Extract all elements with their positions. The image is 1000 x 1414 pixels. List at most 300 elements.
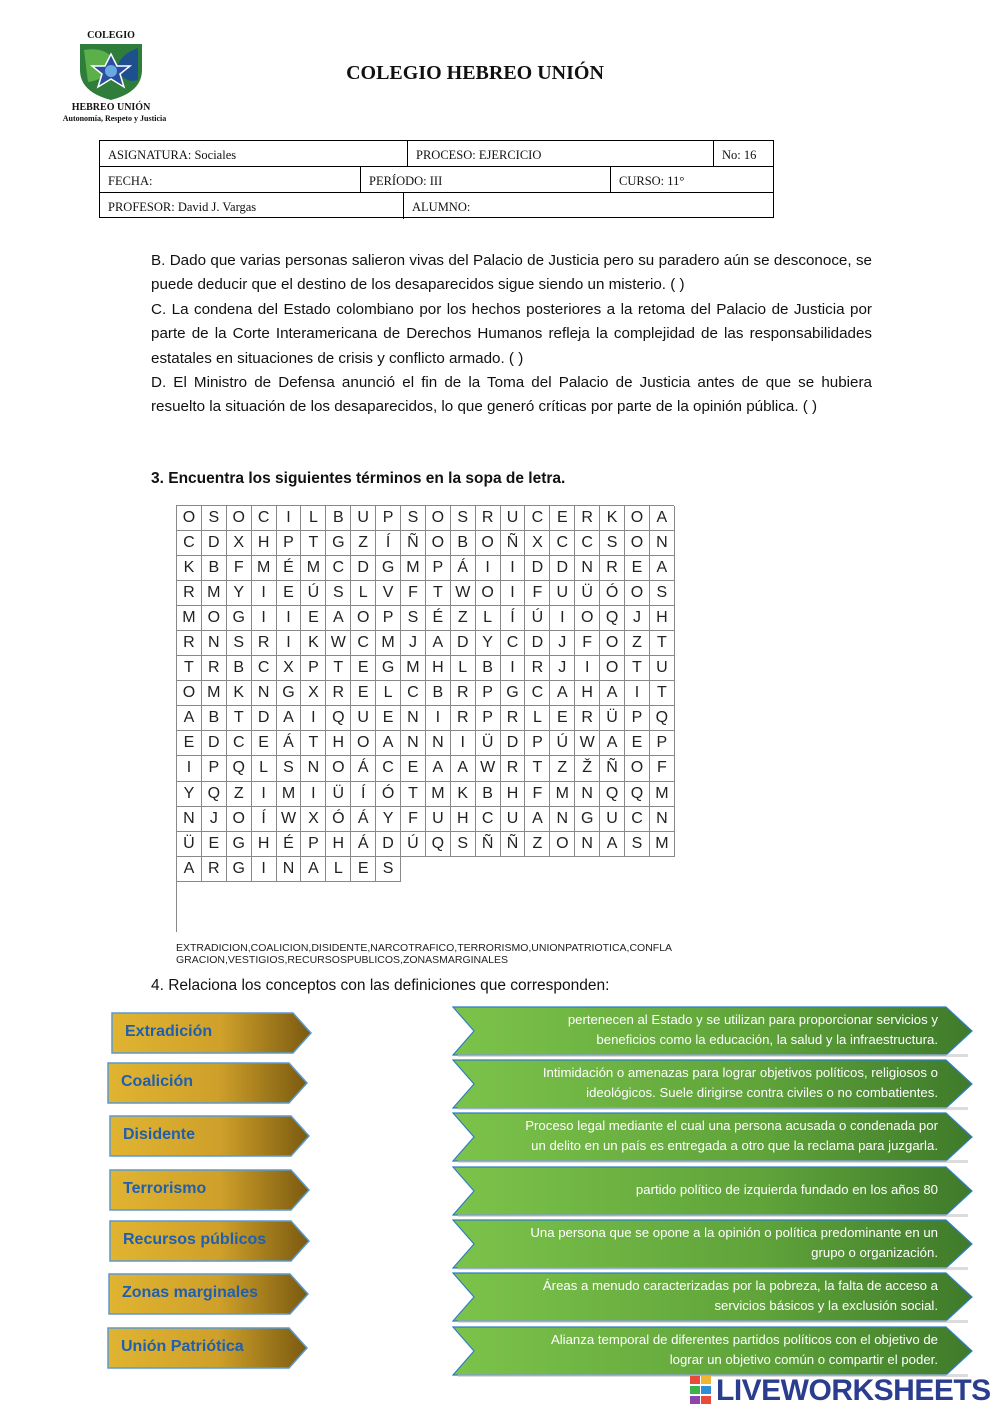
- letter-cell[interactable]: O: [426, 506, 451, 531]
- letter-cell[interactable]: S: [600, 531, 625, 556]
- letter-cell[interactable]: G: [277, 681, 302, 706]
- letter-cell[interactable]: A: [451, 756, 476, 781]
- letter-cell[interactable]: K: [227, 681, 252, 706]
- letter-cell[interactable]: C: [252, 656, 277, 681]
- letter-cell[interactable]: A: [426, 631, 451, 656]
- letter-cell[interactable]: R: [177, 581, 202, 606]
- letter-cell[interactable]: R: [525, 656, 550, 681]
- definition-box[interactable]: [452, 1272, 974, 1324]
- letter-cell[interactable]: S: [451, 506, 476, 531]
- letter-cell[interactable]: P: [426, 556, 451, 581]
- letter-cell[interactable]: A: [650, 556, 675, 581]
- letter-cell[interactable]: Z: [550, 756, 575, 781]
- letter-cell[interactable]: Á: [351, 756, 376, 781]
- letter-cell[interactable]: X: [277, 656, 302, 681]
- letter-cell[interactable]: R: [177, 631, 202, 656]
- letter-cell[interactable]: S: [376, 857, 401, 882]
- letter-cell[interactable]: G: [501, 681, 526, 706]
- letter-cell[interactable]: U: [426, 807, 451, 832]
- letter-cell[interactable]: Ü: [177, 832, 202, 857]
- letter-cell[interactable]: C: [476, 807, 501, 832]
- letter-cell[interactable]: E: [351, 681, 376, 706]
- letter-cell[interactable]: P: [476, 706, 501, 731]
- letter-cell[interactable]: H: [575, 681, 600, 706]
- letter-cell[interactable]: I: [426, 706, 451, 731]
- letter-cell[interactable]: H: [650, 606, 675, 631]
- letter-cell[interactable]: P: [376, 506, 401, 531]
- letter-cell[interactable]: T: [326, 656, 351, 681]
- letter-cell[interactable]: D: [550, 556, 575, 581]
- letter-cell[interactable]: N: [650, 531, 675, 556]
- letter-cell[interactable]: S: [650, 581, 675, 606]
- letter-cell[interactable]: L: [326, 857, 351, 882]
- letter-cell[interactable]: X: [525, 531, 550, 556]
- letter-cell[interactable]: Á: [351, 807, 376, 832]
- letter-cell[interactable]: Y: [227, 581, 252, 606]
- definition-box[interactable]: [452, 1112, 974, 1164]
- letter-cell[interactable]: Á: [451, 556, 476, 581]
- letter-cell[interactable]: Í: [376, 531, 401, 556]
- letter-cell[interactable]: R: [451, 706, 476, 731]
- concept-box[interactable]: [109, 1115, 311, 1157]
- letter-cell[interactable]: U: [351, 706, 376, 731]
- letter-cell[interactable]: I: [252, 581, 277, 606]
- letter-cell[interactable]: I: [501, 656, 526, 681]
- letter-cell[interactable]: J: [550, 656, 575, 681]
- letter-cell[interactable]: E: [252, 731, 277, 756]
- letter-cell[interactable]: I: [301, 782, 326, 807]
- letter-cell[interactable]: A: [525, 807, 550, 832]
- letter-cell[interactable]: P: [277, 531, 302, 556]
- letter-cell[interactable]: O: [351, 731, 376, 756]
- letter-cell[interactable]: Ñ: [476, 832, 501, 857]
- concept-box[interactable]: [107, 1062, 309, 1104]
- letter-cell[interactable]: Ú: [401, 832, 426, 857]
- letter-cell[interactable]: Á: [277, 731, 302, 756]
- letter-cell[interactable]: L: [376, 681, 401, 706]
- letter-cell[interactable]: Ñ: [401, 531, 426, 556]
- letter-cell[interactable]: Y: [177, 782, 202, 807]
- letter-cell[interactable]: H: [501, 782, 526, 807]
- letter-cell[interactable]: W: [575, 731, 600, 756]
- letter-cell[interactable]: P: [625, 706, 650, 731]
- letter-cell[interactable]: L: [451, 656, 476, 681]
- letter-cell[interactable]: M: [426, 782, 451, 807]
- letter-cell[interactable]: Q: [326, 706, 351, 731]
- letter-cell[interactable]: O: [426, 531, 451, 556]
- letter-cell[interactable]: C: [525, 681, 550, 706]
- letter-cell[interactable]: T: [301, 531, 326, 556]
- letter-cell[interactable]: X: [301, 807, 326, 832]
- letter-cell[interactable]: E: [301, 606, 326, 631]
- letter-cell[interactable]: A: [650, 506, 675, 531]
- letter-cell[interactable]: S: [401, 506, 426, 531]
- letter-cell[interactable]: W: [451, 581, 476, 606]
- letter-cell[interactable]: Z: [351, 531, 376, 556]
- letter-cell[interactable]: Q: [650, 706, 675, 731]
- letter-cell[interactable]: Q: [600, 606, 625, 631]
- letter-cell[interactable]: B: [227, 656, 252, 681]
- letter-cell[interactable]: M: [401, 556, 426, 581]
- letter-cell[interactable]: H: [426, 656, 451, 681]
- letter-cell[interactable]: L: [301, 506, 326, 531]
- letter-cell[interactable]: A: [600, 681, 625, 706]
- letter-cell[interactable]: U: [600, 807, 625, 832]
- letter-cell[interactable]: I: [277, 631, 302, 656]
- concept-box[interactable]: [109, 1169, 311, 1211]
- letter-cell[interactable]: R: [326, 681, 351, 706]
- letter-cell[interactable]: C: [177, 531, 202, 556]
- letter-cell[interactable]: O: [600, 631, 625, 656]
- letter-cell[interactable]: I: [575, 656, 600, 681]
- letter-cell[interactable]: É: [426, 606, 451, 631]
- letter-cell[interactable]: T: [650, 681, 675, 706]
- letter-cell[interactable]: I: [501, 556, 526, 581]
- letter-cell[interactable]: H: [326, 731, 351, 756]
- letter-cell[interactable]: A: [376, 731, 401, 756]
- letter-cell[interactable]: T: [401, 782, 426, 807]
- letter-cell[interactable]: C: [351, 631, 376, 656]
- letter-cell[interactable]: N: [202, 631, 227, 656]
- letter-cell[interactable]: Ü: [575, 581, 600, 606]
- letter-cell[interactable]: Q: [426, 832, 451, 857]
- letter-cell[interactable]: G: [227, 832, 252, 857]
- letter-cell[interactable]: Q: [202, 782, 227, 807]
- letter-cell[interactable]: A: [550, 681, 575, 706]
- letter-cell[interactable]: L: [525, 706, 550, 731]
- letter-cell[interactable]: B: [326, 506, 351, 531]
- letter-cell[interactable]: A: [600, 832, 625, 857]
- letter-cell[interactable]: O: [600, 656, 625, 681]
- letter-cell[interactable]: E: [177, 731, 202, 756]
- letter-cell[interactable]: B: [202, 706, 227, 731]
- letter-cell[interactable]: E: [625, 556, 650, 581]
- letter-cell[interactable]: N: [550, 807, 575, 832]
- letter-cell[interactable]: H: [252, 531, 277, 556]
- letter-cell[interactable]: Z: [625, 631, 650, 656]
- letter-cell[interactable]: B: [476, 782, 501, 807]
- letter-cell[interactable]: Ó: [326, 807, 351, 832]
- letter-cell[interactable]: Ú: [525, 606, 550, 631]
- letter-cell[interactable]: D: [202, 531, 227, 556]
- letter-cell[interactable]: E: [550, 706, 575, 731]
- letter-cell[interactable]: T: [227, 706, 252, 731]
- letter-cell[interactable]: T: [177, 656, 202, 681]
- letter-cell[interactable]: A: [177, 706, 202, 731]
- letter-cell[interactable]: M: [650, 782, 675, 807]
- letter-cell[interactable]: V: [376, 581, 401, 606]
- letter-cell[interactable]: P: [301, 832, 326, 857]
- letter-cell[interactable]: M: [252, 556, 277, 581]
- letter-cell[interactable]: R: [202, 857, 227, 882]
- letter-cell[interactable]: J: [550, 631, 575, 656]
- letter-cell[interactable]: F: [525, 581, 550, 606]
- letter-cell[interactable]: G: [376, 656, 401, 681]
- letter-cell[interactable]: S: [202, 506, 227, 531]
- letter-cell[interactable]: É: [277, 832, 302, 857]
- letter-cell[interactable]: Í: [351, 782, 376, 807]
- letter-cell[interactable]: D: [252, 706, 277, 731]
- letter-cell[interactable]: G: [575, 807, 600, 832]
- letter-cell[interactable]: T: [426, 581, 451, 606]
- letter-cell[interactable]: Ñ: [501, 832, 526, 857]
- letter-cell[interactable]: I: [476, 556, 501, 581]
- letter-cell[interactable]: D: [202, 731, 227, 756]
- letter-cell[interactable]: N: [575, 782, 600, 807]
- letter-cell[interactable]: M: [401, 656, 426, 681]
- letter-cell[interactable]: Ü: [326, 782, 351, 807]
- letter-cell[interactable]: O: [476, 531, 501, 556]
- letter-cell[interactable]: X: [301, 681, 326, 706]
- letter-cell[interactable]: N: [177, 807, 202, 832]
- letter-cell[interactable]: R: [575, 706, 600, 731]
- letter-cell[interactable]: R: [252, 631, 277, 656]
- letter-cell[interactable]: L: [351, 581, 376, 606]
- letter-cell[interactable]: C: [401, 681, 426, 706]
- letter-cell[interactable]: M: [202, 681, 227, 706]
- definition-box[interactable]: [452, 1326, 974, 1378]
- letter-cell[interactable]: I: [177, 756, 202, 781]
- letter-cell[interactable]: O: [351, 606, 376, 631]
- letter-cell[interactable]: F: [575, 631, 600, 656]
- letter-cell[interactable]: O: [550, 832, 575, 857]
- letter-cell[interactable]: S: [451, 832, 476, 857]
- letter-cell[interactable]: E: [376, 706, 401, 731]
- letter-cell[interactable]: A: [326, 606, 351, 631]
- letter-cell[interactable]: I: [252, 606, 277, 631]
- letter-cell[interactable]: Z: [525, 832, 550, 857]
- letter-cell[interactable]: P: [525, 731, 550, 756]
- letter-cell[interactable]: Ú: [550, 731, 575, 756]
- letter-cell[interactable]: M: [177, 606, 202, 631]
- letter-cell[interactable]: D: [501, 731, 526, 756]
- letter-cell[interactable]: G: [326, 531, 351, 556]
- letter-cell[interactable]: B: [202, 556, 227, 581]
- letter-cell[interactable]: O: [476, 581, 501, 606]
- alumno-cell[interactable]: ALUMNO:: [412, 200, 471, 214]
- letter-cell[interactable]: Í: [252, 807, 277, 832]
- letter-cell[interactable]: I: [625, 681, 650, 706]
- letter-cell[interactable]: H: [326, 832, 351, 857]
- letter-cell[interactable]: T: [650, 631, 675, 656]
- letter-cell[interactable]: N: [650, 807, 675, 832]
- letter-cell[interactable]: N: [277, 857, 302, 882]
- definition-box[interactable]: [452, 1059, 974, 1111]
- letter-cell[interactable]: S: [326, 581, 351, 606]
- letter-cell[interactable]: E: [277, 581, 302, 606]
- letter-cell[interactable]: E: [351, 656, 376, 681]
- letter-cell[interactable]: J: [625, 606, 650, 631]
- letter-cell[interactable]: I: [550, 606, 575, 631]
- letter-cell[interactable]: Í: [501, 606, 526, 631]
- letter-cell[interactable]: Ó: [376, 782, 401, 807]
- letter-cell[interactable]: U: [501, 807, 526, 832]
- letter-cell[interactable]: R: [575, 506, 600, 531]
- letter-cell[interactable]: D: [376, 832, 401, 857]
- letter-cell[interactable]: N: [401, 731, 426, 756]
- letter-cell[interactable]: K: [177, 556, 202, 581]
- letter-cell[interactable]: Ó: [600, 581, 625, 606]
- letter-cell[interactable]: D: [525, 631, 550, 656]
- letter-cell[interactable]: F: [401, 807, 426, 832]
- letter-cell[interactable]: B: [476, 656, 501, 681]
- letter-cell[interactable]: C: [525, 506, 550, 531]
- letter-cell[interactable]: D: [351, 556, 376, 581]
- letter-cell[interactable]: A: [600, 731, 625, 756]
- letter-cell[interactable]: Ú: [301, 581, 326, 606]
- letter-cell[interactable]: R: [451, 681, 476, 706]
- letter-cell[interactable]: R: [476, 506, 501, 531]
- letter-cell[interactable]: O: [227, 807, 252, 832]
- concept-box[interactable]: [107, 1327, 309, 1369]
- letter-cell[interactable]: U: [501, 506, 526, 531]
- letter-cell[interactable]: K: [301, 631, 326, 656]
- letter-cell[interactable]: Y: [476, 631, 501, 656]
- letter-cell[interactable]: I: [277, 606, 302, 631]
- letter-cell[interactable]: U: [650, 656, 675, 681]
- letter-cell[interactable]: F: [401, 581, 426, 606]
- letter-cell[interactable]: E: [351, 857, 376, 882]
- letter-cell[interactable]: P: [476, 681, 501, 706]
- letter-cell[interactable]: I: [501, 581, 526, 606]
- letter-cell[interactable]: R: [501, 706, 526, 731]
- letter-cell[interactable]: C: [326, 556, 351, 581]
- letter-cell[interactable]: Q: [227, 756, 252, 781]
- letter-cell[interactable]: O: [625, 581, 650, 606]
- letter-cell[interactable]: R: [202, 656, 227, 681]
- letter-cell[interactable]: W: [476, 756, 501, 781]
- letter-cell[interactable]: O: [227, 506, 252, 531]
- letter-cell[interactable]: Ü: [476, 731, 501, 756]
- letter-cell[interactable]: T: [301, 731, 326, 756]
- concept-box[interactable]: [109, 1220, 311, 1262]
- letter-cell[interactable]: L: [252, 756, 277, 781]
- letter-cell[interactable]: P: [376, 606, 401, 631]
- concept-box[interactable]: [111, 1012, 313, 1054]
- letter-cell[interactable]: E: [202, 832, 227, 857]
- letter-cell[interactable]: R: [600, 556, 625, 581]
- letter-cell[interactable]: Ü: [600, 706, 625, 731]
- letter-cell[interactable]: O: [326, 756, 351, 781]
- letter-cell[interactable]: M: [301, 556, 326, 581]
- letter-cell[interactable]: O: [575, 606, 600, 631]
- letter-cell[interactable]: A: [177, 857, 202, 882]
- letter-cell[interactable]: C: [252, 506, 277, 531]
- letter-cell[interactable]: H: [451, 807, 476, 832]
- letter-cell[interactable]: C: [501, 631, 526, 656]
- letter-cell[interactable]: F: [650, 756, 675, 781]
- letter-cell[interactable]: C: [550, 531, 575, 556]
- letter-cell[interactable]: Á: [351, 832, 376, 857]
- letter-cell[interactable]: Q: [625, 782, 650, 807]
- letter-cell[interactable]: Ž: [575, 756, 600, 781]
- letter-cell[interactable]: U: [550, 581, 575, 606]
- letter-cell[interactable]: C: [227, 731, 252, 756]
- letter-cell[interactable]: H: [252, 832, 277, 857]
- letter-cell[interactable]: M: [550, 782, 575, 807]
- letter-cell[interactable]: K: [600, 506, 625, 531]
- definition-box[interactable]: [452, 1219, 974, 1271]
- letter-cell[interactable]: I: [301, 706, 326, 731]
- letter-cell[interactable]: M: [202, 581, 227, 606]
- letter-cell[interactable]: I: [277, 506, 302, 531]
- letter-cell[interactable]: Z: [451, 606, 476, 631]
- letter-cell[interactable]: P: [202, 756, 227, 781]
- letter-cell[interactable]: Z: [227, 782, 252, 807]
- letter-cell[interactable]: O: [625, 756, 650, 781]
- letter-cell[interactable]: O: [625, 531, 650, 556]
- letter-cell[interactable]: C: [575, 531, 600, 556]
- letter-cell[interactable]: D: [451, 631, 476, 656]
- letter-cell[interactable]: D: [525, 556, 550, 581]
- letter-cell[interactable]: A: [426, 756, 451, 781]
- letter-cell[interactable]: A: [301, 857, 326, 882]
- letter-cell[interactable]: N: [426, 731, 451, 756]
- letter-cell[interactable]: J: [202, 807, 227, 832]
- letter-cell[interactable]: N: [575, 556, 600, 581]
- letter-cell[interactable]: O: [202, 606, 227, 631]
- letter-cell[interactable]: Ñ: [600, 756, 625, 781]
- letter-cell[interactable]: M: [650, 832, 675, 857]
- letter-cell[interactable]: O: [177, 681, 202, 706]
- letter-cell[interactable]: W: [326, 631, 351, 656]
- letter-cell[interactable]: M: [376, 631, 401, 656]
- letter-cell[interactable]: S: [625, 832, 650, 857]
- letter-cell[interactable]: W: [277, 807, 302, 832]
- letter-cell[interactable]: J: [401, 631, 426, 656]
- letter-cell[interactable]: I: [252, 857, 277, 882]
- letter-cell[interactable]: F: [525, 782, 550, 807]
- letter-cell[interactable]: N: [252, 681, 277, 706]
- letter-cell[interactable]: L: [476, 606, 501, 631]
- letter-cell[interactable]: T: [525, 756, 550, 781]
- letter-cell[interactable]: G: [227, 606, 252, 631]
- letter-cell[interactable]: E: [401, 756, 426, 781]
- letter-cell[interactable]: C: [625, 807, 650, 832]
- letter-cell[interactable]: Y: [376, 807, 401, 832]
- letter-cell[interactable]: G: [376, 556, 401, 581]
- letter-cell[interactable]: C: [376, 756, 401, 781]
- letter-cell[interactable]: K: [451, 782, 476, 807]
- letter-cell[interactable]: M: [277, 782, 302, 807]
- letter-cell[interactable]: X: [227, 531, 252, 556]
- definition-box[interactable]: [452, 1006, 974, 1058]
- letter-cell[interactable]: S: [227, 631, 252, 656]
- letter-cell[interactable]: E: [550, 506, 575, 531]
- letter-cell[interactable]: R: [501, 756, 526, 781]
- letter-cell[interactable]: N: [575, 832, 600, 857]
- letter-cell[interactable]: N: [301, 756, 326, 781]
- definition-box[interactable]: [452, 1166, 974, 1218]
- letter-cell[interactable]: U: [351, 506, 376, 531]
- letter-cell[interactable]: F: [227, 556, 252, 581]
- letter-cell[interactable]: S: [401, 606, 426, 631]
- letter-cell[interactable]: A: [277, 706, 302, 731]
- concept-box[interactable]: [108, 1273, 310, 1315]
- letter-cell[interactable]: E: [625, 731, 650, 756]
- letter-cell[interactable]: I: [252, 782, 277, 807]
- letter-cell[interactable]: S: [277, 756, 302, 781]
- letter-cell[interactable]: T: [625, 656, 650, 681]
- letter-cell[interactable]: P: [650, 731, 675, 756]
- letter-cell[interactable]: É: [277, 556, 302, 581]
- letter-cell[interactable]: B: [451, 531, 476, 556]
- letter-cell[interactable]: Q: [600, 782, 625, 807]
- letter-cell[interactable]: N: [401, 706, 426, 731]
- letter-cell[interactable]: G: [227, 857, 252, 882]
- letter-cell[interactable]: I: [451, 731, 476, 756]
- letter-cell[interactable]: O: [177, 506, 202, 531]
